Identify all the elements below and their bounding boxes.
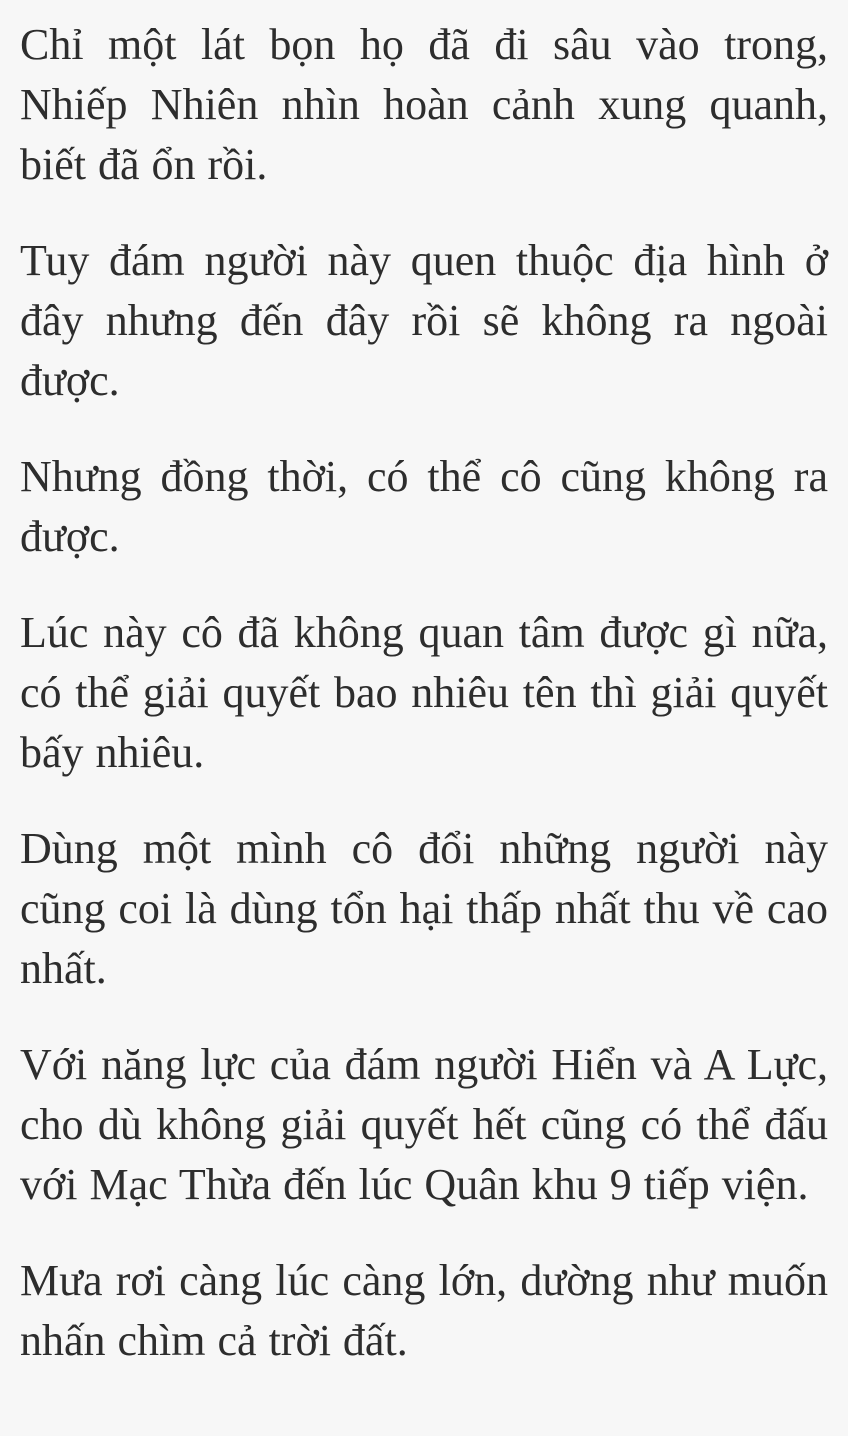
paragraph: Nhưng đồng thời, có thể cô cũng không ra được.: [20, 452, 828, 561]
paragraph: Mưa rơi càng lúc càng lớn, dường như muốn nhấn chìm cả trời đất.: [20, 1256, 828, 1365]
paragraph: Lúc này cô đã không quan tâm được gì nữa, có thể giải quyết bao nhiêu tên thì giải quyết bấy nhiêu.: [20, 608, 828, 777]
paragraph: Chỉ một lát bọn họ đã đi sâu vào trong, Nhiếp Nhiên nhìn hoàn cảnh xung quanh, biết đã ổn rồi.: [20, 20, 828, 189]
paragraph: Với năng lực của đám người Hiển và A Lực, cho dù không giải quyết hết cũng có thể đấu với Mạc Thừa đến lúc Quân khu 9 tiếp viện.: [20, 1040, 828, 1209]
paragraph: Tuy đám người này quen thuộc địa hình ở đây nhưng đến đây rồi sẽ không ra ngoài được.: [20, 236, 828, 405]
paragraph: Dùng một mình cô đổi những người này cũng coi là dùng tổn hại thấp nhất thu về cao nhất.: [20, 824, 828, 993]
